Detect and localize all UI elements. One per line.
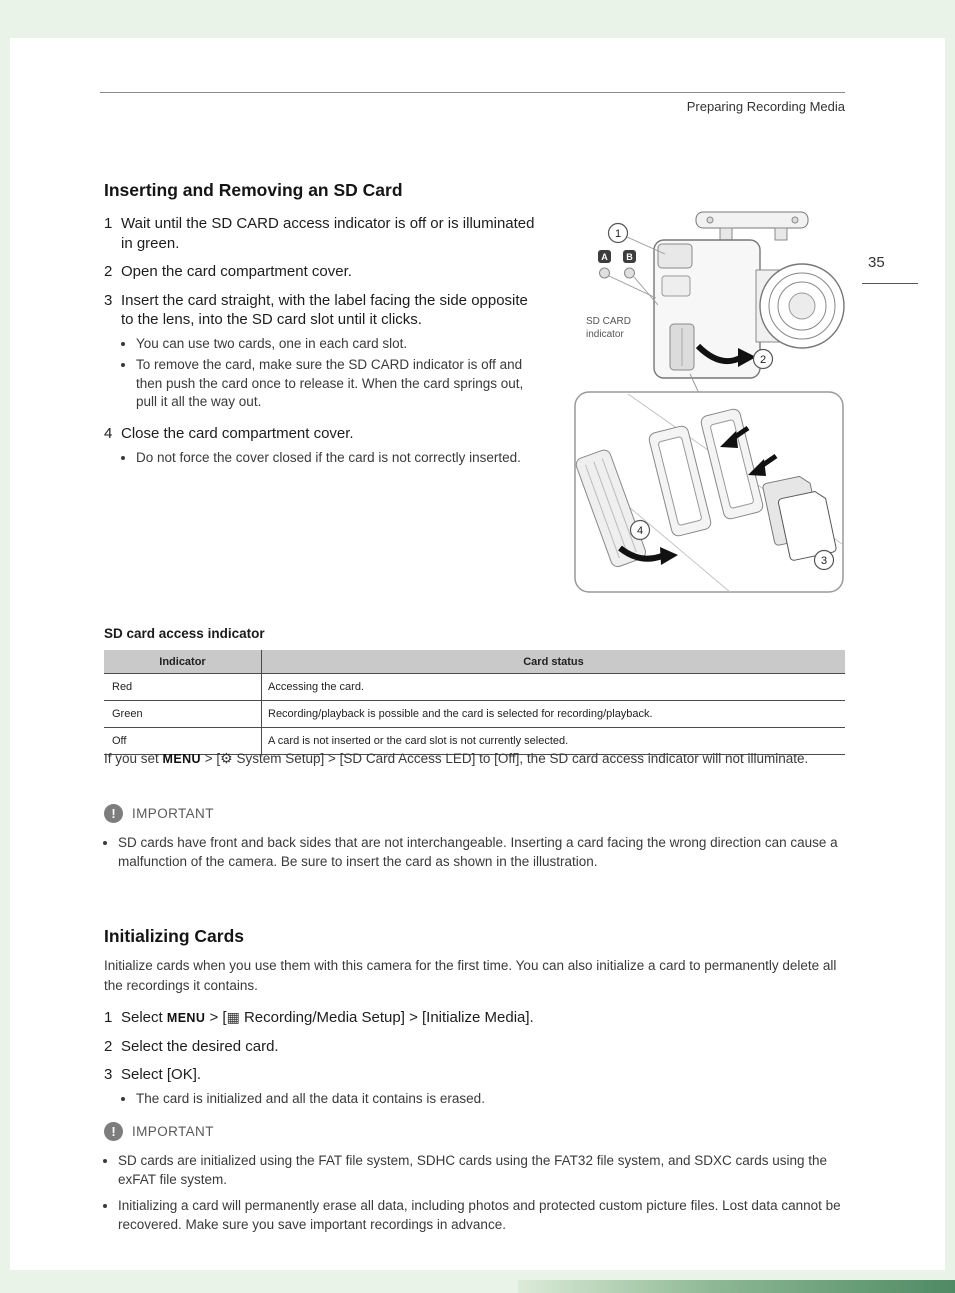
page-number xyxy=(862,254,918,284)
camera-and-slots-illustration xyxy=(570,206,848,598)
step-bullets xyxy=(121,335,536,413)
step-number: 2 xyxy=(104,1037,113,1055)
step-text-body: Close the card compartment cover. xyxy=(121,425,354,442)
step-rest: Recording/Media Setup] > [Initialize Media]. xyxy=(243,1009,534,1026)
menu-icon: MENU xyxy=(166,1011,206,1025)
indicator-cell: Off xyxy=(104,728,262,755)
step-text-body: Insert the card straight, with the label facing the side opposite to the lens, into the SD card slot until it clicks. xyxy=(121,291,528,328)
sd-access-indicator-table xyxy=(104,650,845,755)
system-setup-icon: ⚙ xyxy=(220,750,233,766)
camera-illustration xyxy=(654,212,844,406)
step-text: Open the card compartment cover. xyxy=(121,263,352,280)
table-header-row xyxy=(104,650,845,674)
step-1 xyxy=(104,214,536,253)
led-note xyxy=(104,748,852,769)
callout-4: 4 xyxy=(636,525,644,537)
step-number: 2 xyxy=(104,263,113,280)
important-bullets xyxy=(105,833,852,871)
status-cell: Recording/playback is possible and the card is selected for recording/playback. xyxy=(262,701,846,728)
callout-2: 2 xyxy=(759,354,767,366)
important-header xyxy=(104,804,852,823)
step-text: Select the desired card. xyxy=(121,1037,279,1055)
important-label: IMPORTANT xyxy=(132,1124,214,1139)
bullet-item: • SD cards have front and back sides that are not interchangeable. Inserting a card facing the wrong direction can cause a malfunction of the camera. Be sure to insert the card as shown in the illustration. xyxy=(118,833,852,871)
indicator-cell: Red xyxy=(104,674,262,701)
important-icon: ! xyxy=(104,804,123,823)
step-bullets xyxy=(121,1090,744,1109)
initializing-intro: Initialize cards when you use them with this camera for the first time. You can also initialize a card to permanently delete all the recordings it contains. xyxy=(104,958,837,993)
sd-card-figure xyxy=(570,206,848,598)
led-callout xyxy=(586,224,665,341)
step-number: 4 xyxy=(104,425,113,442)
step-text xyxy=(121,424,536,470)
section-inserting-removing xyxy=(104,180,856,567)
bullet-item: • Do not force the cover closed if the card is not correctly inserted. xyxy=(136,449,536,468)
step-text-body: Select [OK]. xyxy=(121,1066,202,1083)
important-bullets xyxy=(105,1151,852,1235)
important-label: IMPORTANT xyxy=(132,806,214,821)
recording-media-setup-icon: ▦ xyxy=(226,1009,240,1025)
step-number: 1 xyxy=(104,215,113,232)
step-number: 3 xyxy=(104,1066,113,1083)
card-slot-illustration xyxy=(574,392,843,592)
menu-icon: MENU xyxy=(162,752,201,766)
steps-list xyxy=(104,214,536,470)
led-caption-line2: indicator xyxy=(586,329,624,340)
manual-page xyxy=(10,38,945,1270)
section-title: Inserting and Removing an SD Card xyxy=(104,180,403,200)
table-caption: SD card access indicator xyxy=(104,626,265,641)
step-mid: > [ xyxy=(209,1009,227,1026)
important-note-2 xyxy=(104,1122,852,1242)
important-note-1 xyxy=(104,804,852,878)
initializing-steps xyxy=(104,1008,744,1120)
header-rule xyxy=(100,92,845,93)
step-3 xyxy=(104,1065,744,1111)
bullet-item: • To remove the card, make sure the SD CARD indicator is off and then push the card once to release it. When the card springs out, pull it all the way out. xyxy=(136,356,536,412)
step-3 xyxy=(104,291,536,416)
slot-b-badge: B xyxy=(626,252,633,262)
table-row xyxy=(104,674,845,701)
led-note-suffix: System Setup] > [SD Card Access LED] to [Off], the SD card access indicator will not illuminate. xyxy=(236,751,809,766)
led-note-mid: > [ xyxy=(204,751,221,766)
important-icon: ! xyxy=(104,1122,123,1141)
indicator-cell: Green xyxy=(104,701,262,728)
important-header xyxy=(104,1122,852,1141)
step-2 xyxy=(104,262,536,282)
table-row xyxy=(104,701,845,728)
step-4 xyxy=(104,424,536,470)
section-title-initializing: Initializing Cards xyxy=(104,926,245,946)
bullet-item: • The card is initialized and all the data it contains is erased. xyxy=(136,1090,744,1109)
bottom-accent-bar xyxy=(518,1280,955,1293)
step-2 xyxy=(104,1037,744,1057)
callout-1: 1 xyxy=(614,228,622,240)
page-number-value: 35 xyxy=(868,254,885,271)
table-header-card-status: Card status xyxy=(262,650,846,674)
step-text xyxy=(121,1008,744,1028)
bullet-item: • Initializing a card will permanently erase all data, including photos and protected custom picture files. Lost data cannot be recovered. Make sure you save important recordings in advance. xyxy=(118,1196,852,1234)
table-header-indicator: Indicator xyxy=(104,650,262,674)
step-1 xyxy=(104,1008,744,1028)
step-number: 1 xyxy=(104,1009,113,1026)
step-bullets xyxy=(121,449,536,468)
step-text xyxy=(121,291,536,416)
step-prefix: Select xyxy=(121,1009,163,1026)
slot-a-badge: A xyxy=(601,252,608,262)
step-number: 3 xyxy=(104,291,113,309)
status-cell: Accessing the card. xyxy=(262,674,846,701)
step-text: Wait until the SD CARD access indicator is off or is illuminated in green. xyxy=(121,215,535,252)
led-caption-line1: SD CARD xyxy=(586,316,632,327)
step-text xyxy=(121,1065,744,1111)
led-note-prefix: If you set xyxy=(104,751,159,766)
running-header: Preparing Recording Media xyxy=(686,99,845,114)
bullet-item: • SD cards are initialized using the FAT file system, SDHC cards using the FAT32 file system, and SDXC cards using the exFAT file system. xyxy=(118,1151,852,1189)
status-cell: A card is not inserted or the card slot is not currently selected. xyxy=(262,728,846,755)
bullet-item: • You can use two cards, one in each card slot. xyxy=(136,335,536,354)
callout-3: 3 xyxy=(820,555,828,567)
